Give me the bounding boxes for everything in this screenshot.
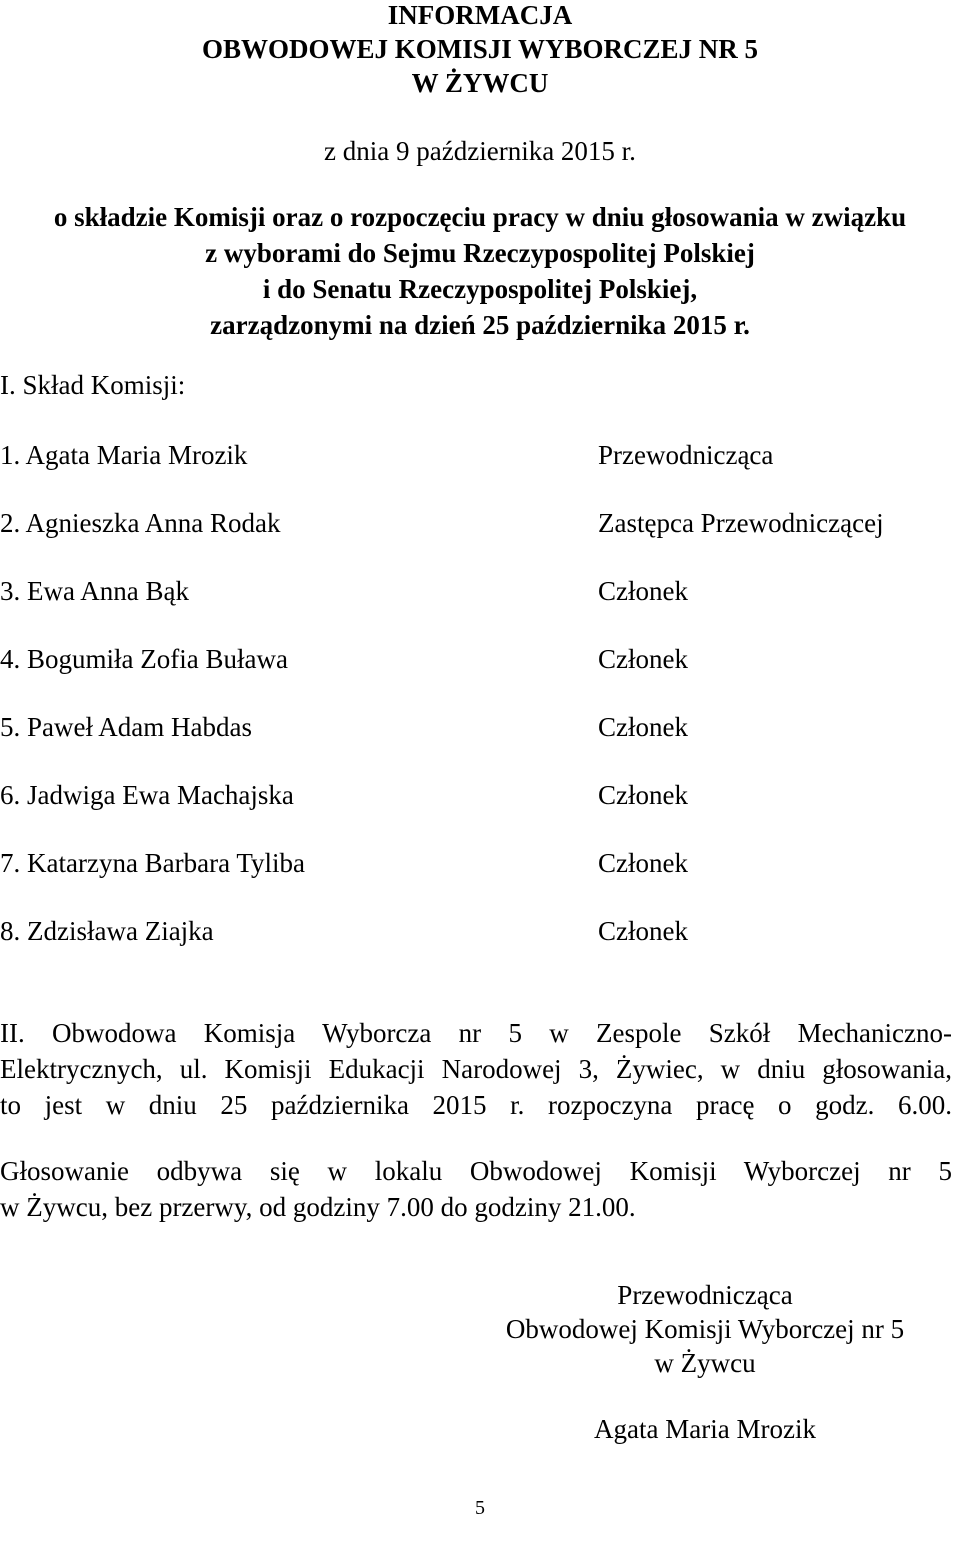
signature-place: w Żywcu xyxy=(654,1348,756,1378)
member-name-2: 2. Agnieszka Anna Rodak xyxy=(0,508,281,538)
document-date: z dnia 9 października 2015 r. xyxy=(324,136,636,166)
member-role-4: Członek xyxy=(598,644,688,674)
subject-line-3: i do Senatu Rzeczypospolitej Polskiej, xyxy=(262,274,698,304)
section2-line-2: Elektrycznych, ul. Komisji Edukacji Narodowej 3, Żywiec, w dniu głosowania, xyxy=(0,1054,952,1084)
signature-body: Obwodowej Komisji Wyborczej nr 5 xyxy=(505,1314,905,1344)
page-number: 5 xyxy=(475,1497,485,1519)
member-name-4: 4. Bogumiła Zofia Buława xyxy=(0,644,288,674)
document-title-line-1: INFORMACJA xyxy=(387,0,573,30)
section2-line-1: II. Obwodowa Komisja Wyborcza nr 5 w Zespole Szkół Mechaniczno- xyxy=(0,1018,952,1048)
member-name-6: 6. Jadwiga Ewa Machajska xyxy=(0,780,294,810)
subject-line-2: z wyborami do Sejmu Rzeczypospolitej Polskiej xyxy=(205,238,755,268)
member-role-1: Przewodnicząca xyxy=(598,440,774,470)
member-name-8: 8. Zdzisława Ziajka xyxy=(0,916,214,946)
member-role-5: Członek xyxy=(598,712,688,742)
member-role-8: Członek xyxy=(598,916,688,946)
subject-line-4: zarządzonymi na dzień 25 października 2015 r. xyxy=(210,310,750,340)
section-heading-composition: I. Skład Komisji: xyxy=(0,370,186,400)
section2-line-3: to jest w dniu 25 października 2015 r. rozpoczyna pracę o godz. 6.00. xyxy=(0,1090,952,1120)
member-name-3: 3. Ewa Anna Bąk xyxy=(0,576,189,606)
voting-line-2: w Żywcu, bez przerwy, od godziny 7.00 do godziny 21.00. xyxy=(0,1192,636,1222)
subject-line-1: o składzie Komisji oraz o rozpoczęciu pracy w dniu głosowania w związku xyxy=(53,202,907,232)
member-role-3: Członek xyxy=(598,576,688,606)
document-title-line-3: W ŻYWCU xyxy=(411,68,549,98)
signature-role: Przewodnicząca xyxy=(617,1280,793,1310)
signature-name: Agata Maria Mrozik xyxy=(594,1414,816,1444)
member-name-5: 5. Paweł Adam Habdas xyxy=(0,712,252,742)
member-name-1: 1. Agata Maria Mrozik xyxy=(0,440,248,470)
voting-line-1: Głosowanie odbywa się w lokalu Obwodowej Komisji Wyborczej nr 5 xyxy=(0,1156,952,1186)
member-role-2: Zastępca Przewodniczącej xyxy=(598,508,884,538)
document-title-line-2: OBWODOWEJ KOMISJI WYBORCZEJ NR 5 xyxy=(201,34,759,64)
member-name-7: 7. Katarzyna Barbara Tyliba xyxy=(0,848,305,878)
member-role-7: Członek xyxy=(598,848,688,878)
member-role-6: Członek xyxy=(598,780,688,810)
